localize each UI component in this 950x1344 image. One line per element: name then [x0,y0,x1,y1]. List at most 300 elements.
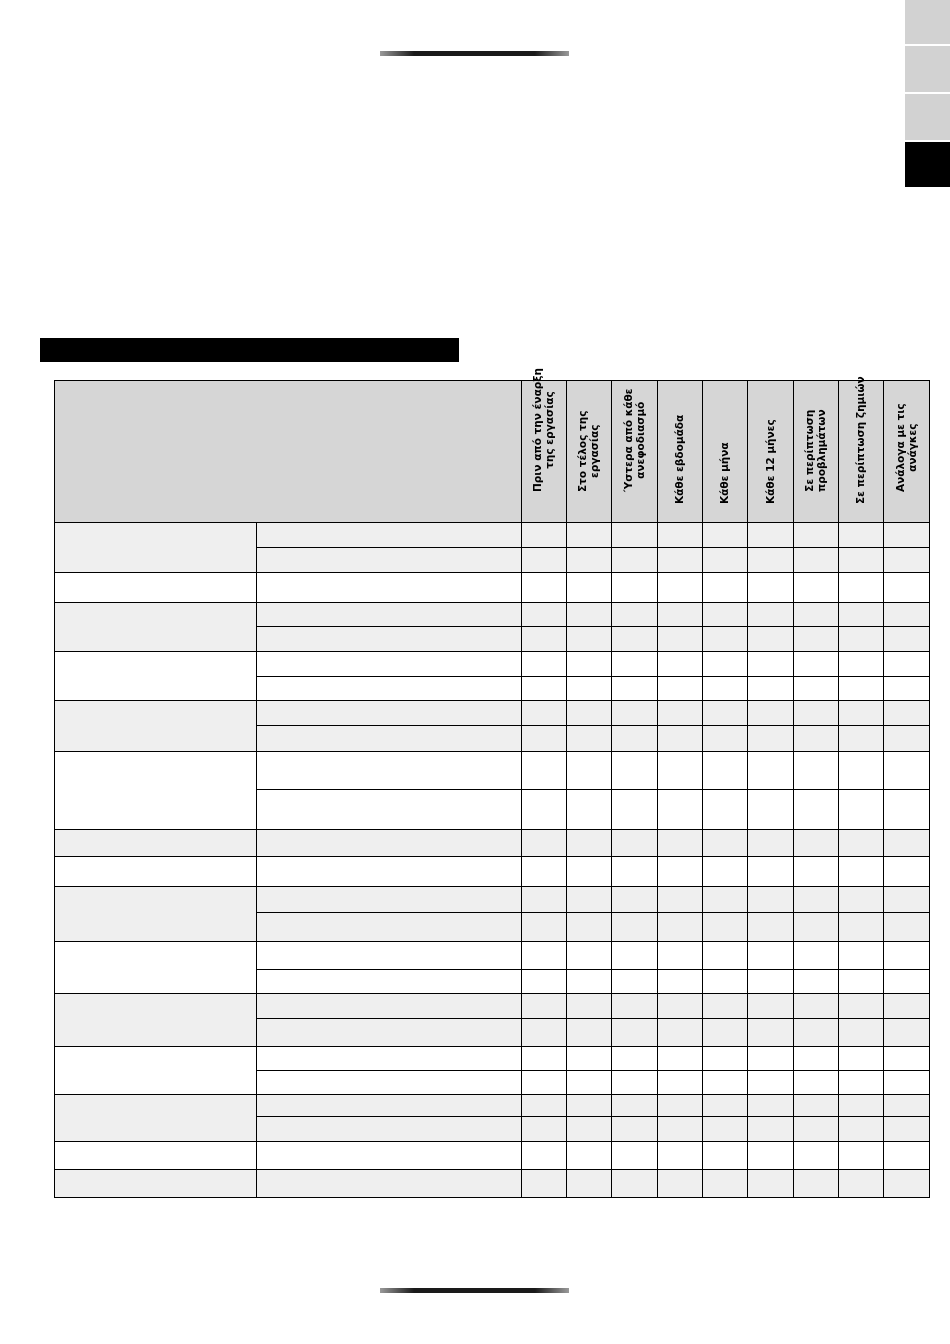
schedule-mark-cell [612,970,658,994]
component-cell [55,701,257,752]
column-header-if-problems: Σε περίπτωση προβλημάτων [794,381,839,523]
schedule-mark-cell [839,1142,884,1170]
component-cell [55,603,257,652]
schedule-mark-cell [612,627,658,652]
schedule-mark-cell [612,573,658,603]
schedule-mark-cell [839,701,884,726]
operation-cell [257,573,522,603]
schedule-mark-cell [522,1117,567,1142]
schedule-mark-cell [748,1047,794,1071]
operation-cell [257,857,522,887]
schedule-mark-cell [658,677,703,701]
schedule-mark-cell [794,857,839,887]
schedule-mark-cell [522,790,567,830]
schedule-mark-cell [748,994,794,1019]
schedule-mark-cell [703,994,748,1019]
schedule-mark-cell [522,913,567,942]
schedule-mark-cell [884,790,930,830]
schedule-mark-cell [839,830,884,857]
operation-cell [257,1019,522,1047]
column-header-as-needed: Ανάλογα με τις ανάγκες [884,381,930,523]
operation-cell [257,887,522,913]
column-header-weekly: Κάθε εβδομάδα [658,381,703,523]
schedule-mark-cell [794,942,839,970]
operation-cell [257,970,522,994]
schedule-mark-cell [884,942,930,970]
schedule-mark-cell [567,1117,612,1142]
schedule-mark-cell [522,1095,567,1117]
operation-cell [257,677,522,701]
operation-cell [257,548,522,573]
component-cell [55,994,257,1047]
schedule-mark-cell [658,627,703,652]
schedule-mark-cell [703,652,748,677]
schedule-mark-cell [839,994,884,1019]
schedule-mark-cell [612,857,658,887]
schedule-mark-cell [658,970,703,994]
schedule-mark-cell [612,790,658,830]
schedule-mark-cell [748,942,794,970]
schedule-mark-cell [567,887,612,913]
operation-cell [257,523,522,548]
schedule-mark-cell [794,523,839,548]
schedule-mark-cell [522,677,567,701]
table-row [55,887,930,913]
column-header-before-start: Πριν από την έναρξη της εργασίας [522,381,567,523]
schedule-mark-cell [748,1142,794,1170]
schedule-mark-cell [567,726,612,752]
schedule-mark-cell [884,830,930,857]
component-cell [55,942,257,994]
column-header-end-of-work: Στο τέλος της εργασίας [567,381,612,523]
schedule-mark-cell [839,627,884,652]
table-row [55,1170,930,1198]
operation-cell [257,994,522,1019]
operation-cell [257,1117,522,1142]
schedule-mark-cell [839,523,884,548]
schedule-mark-cell [884,701,930,726]
schedule-mark-cell [612,1142,658,1170]
schedule-mark-cell [839,1095,884,1117]
schedule-mark-cell [884,1170,930,1198]
schedule-mark-cell [658,790,703,830]
schedule-mark-cell [612,726,658,752]
schedule-mark-cell [703,523,748,548]
section-heading-bar [40,338,459,362]
operation-cell [257,701,522,726]
schedule-mark-cell [884,726,930,752]
schedule-mark-cell [658,1095,703,1117]
schedule-mark-cell [884,1071,930,1095]
schedule-mark-cell [522,726,567,752]
schedule-mark-cell [884,887,930,913]
schedule-mark-cell [839,942,884,970]
schedule-mark-cell [884,970,930,994]
schedule-mark-cell [884,752,930,790]
operation-cell [257,652,522,677]
schedule-mark-cell [839,1170,884,1198]
schedule-mark-cell [884,1142,930,1170]
schedule-mark-cell [748,1071,794,1095]
operation-cell [257,1142,522,1170]
table-row [55,652,930,677]
side-tab-3[interactable] [905,94,950,140]
schedule-mark-cell [567,970,612,994]
schedule-mark-cell [703,726,748,752]
operation-cell [257,1071,522,1095]
table-header-row [55,381,930,523]
schedule-mark-cell [612,942,658,970]
side-tab-2[interactable] [905,46,950,92]
schedule-mark-cell [703,1170,748,1198]
operation-cell [257,1095,522,1117]
schedule-mark-cell [522,830,567,857]
table-row [55,573,930,603]
schedule-mark-cell [748,752,794,790]
schedule-mark-cell [839,1071,884,1095]
schedule-mark-cell [612,1071,658,1095]
schedule-mark-cell [658,942,703,970]
schedule-mark-cell [884,1095,930,1117]
component-cell [55,573,257,603]
schedule-mark-cell [522,887,567,913]
schedule-mark-cell [794,830,839,857]
schedule-mark-cell [839,887,884,913]
schedule-mark-cell [884,1117,930,1142]
schedule-mark-cell [612,887,658,913]
schedule-mark-cell [612,752,658,790]
schedule-mark-cell [658,701,703,726]
schedule-mark-cell [612,913,658,942]
schedule-mark-cell [884,603,930,627]
schedule-mark-cell [748,603,794,627]
schedule-mark-cell [794,887,839,913]
column-header-after-refuel: Ύστερα από κάθε ανεφοδιασμό [612,381,658,523]
schedule-mark-cell [658,913,703,942]
schedule-mark-cell [703,913,748,942]
schedule-mark-cell [567,603,612,627]
schedule-mark-cell [612,603,658,627]
operation-cell [257,1047,522,1071]
column-header-every-12-months: Κάθε 12 μήνες [748,381,794,523]
operation-cell [257,1170,522,1198]
component-cell [55,1142,257,1170]
schedule-mark-cell [703,970,748,994]
schedule-mark-cell [567,830,612,857]
schedule-mark-cell [794,994,839,1019]
schedule-mark-cell [748,701,794,726]
table-row [55,830,930,857]
schedule-mark-cell [703,573,748,603]
schedule-mark-cell [522,994,567,1019]
schedule-mark-cell [567,994,612,1019]
schedule-mark-cell [567,1071,612,1095]
schedule-mark-cell [612,677,658,701]
schedule-mark-cell [884,652,930,677]
schedule-mark-cell [703,548,748,573]
schedule-mark-cell [567,652,612,677]
schedule-mark-cell [748,857,794,887]
component-cell [55,1047,257,1095]
schedule-mark-cell [794,677,839,701]
schedule-mark-cell [703,1071,748,1095]
schedule-mark-cell [612,1117,658,1142]
schedule-mark-cell [522,603,567,627]
schedule-mark-cell [612,523,658,548]
table-row [55,523,930,548]
schedule-mark-cell [839,677,884,701]
schedule-mark-cell [567,1095,612,1117]
schedule-mark-cell [612,1170,658,1198]
schedule-mark-cell [567,548,612,573]
schedule-mark-cell [794,1170,839,1198]
schedule-mark-cell [884,677,930,701]
schedule-mark-cell [703,1095,748,1117]
schedule-mark-cell [884,627,930,652]
schedule-mark-cell [794,970,839,994]
schedule-mark-cell [567,790,612,830]
schedule-mark-cell [522,548,567,573]
schedule-mark-cell [703,1142,748,1170]
schedule-mark-cell [567,677,612,701]
schedule-mark-cell [522,1170,567,1198]
schedule-mark-cell [703,887,748,913]
schedule-mark-cell [567,701,612,726]
schedule-mark-cell [703,752,748,790]
schedule-mark-cell [703,677,748,701]
schedule-mark-cell [884,573,930,603]
schedule-mark-cell [522,857,567,887]
schedule-mark-cell [794,1047,839,1071]
column-header-monthly: Κάθε μήνα [703,381,748,523]
schedule-mark-cell [748,1170,794,1198]
schedule-mark-cell [748,1117,794,1142]
schedule-mark-cell [703,1047,748,1071]
schedule-mark-cell [748,652,794,677]
schedule-mark-cell [703,1019,748,1047]
schedule-mark-cell [567,857,612,887]
schedule-mark-cell [658,887,703,913]
schedule-mark-cell [884,913,930,942]
schedule-mark-cell [884,548,930,573]
maintenance-schedule-table [54,368,930,1198]
schedule-mark-cell [748,913,794,942]
header-corner-cell [55,381,522,523]
operation-cell [257,830,522,857]
table-row [55,942,930,970]
schedule-mark-cell [839,913,884,942]
schedule-mark-cell [567,752,612,790]
schedule-mark-cell [703,627,748,652]
schedule-mark-cell [658,548,703,573]
component-cell [55,830,257,857]
schedule-mark-cell [522,652,567,677]
schedule-mark-cell [839,1019,884,1047]
schedule-mark-cell [794,726,839,752]
schedule-mark-cell [794,913,839,942]
schedule-mark-cell [567,1170,612,1198]
side-tab-1[interactable] [905,0,950,44]
schedule-mark-cell [612,1047,658,1071]
schedule-mark-cell [658,1117,703,1142]
component-cell [55,1095,257,1142]
component-cell [55,887,257,942]
schedule-mark-cell [748,677,794,701]
schedule-mark-cell [839,790,884,830]
schedule-mark-cell [522,970,567,994]
schedule-mark-cell [884,857,930,887]
operation-cell [257,913,522,942]
schedule-mark-cell [748,1095,794,1117]
table-row [55,857,930,887]
operation-cell [257,603,522,627]
schedule-mark-cell [794,1095,839,1117]
schedule-mark-cell [794,1142,839,1170]
schedule-mark-cell [703,1117,748,1142]
schedule-mark-cell [522,1047,567,1071]
schedule-mark-cell [748,548,794,573]
schedule-mark-cell [794,627,839,652]
schedule-mark-cell [884,1019,930,1047]
schedule-mark-cell [567,942,612,970]
schedule-mark-cell [658,603,703,627]
schedule-mark-cell [567,1047,612,1071]
schedule-mark-cell [839,548,884,573]
schedule-mark-cell [839,652,884,677]
column-header-if-damage: Σε περίπτωση ζημιών [839,381,884,523]
schedule-mark-cell [748,970,794,994]
schedule-mark-cell [658,1170,703,1198]
schedule-mark-cell [703,857,748,887]
component-cell [55,752,257,830]
component-cell [55,652,257,701]
schedule-mark-cell [522,1071,567,1095]
table-row [55,1142,930,1170]
schedule-mark-cell [884,523,930,548]
schedule-mark-cell [794,752,839,790]
schedule-mark-cell [522,523,567,548]
schedule-mark-cell [839,573,884,603]
schedule-mark-cell [703,701,748,726]
schedule-mark-cell [794,652,839,677]
schedule-mark-cell [567,1142,612,1170]
schedule-mark-cell [839,1117,884,1142]
component-cell [55,1170,257,1198]
schedule-mark-cell [522,752,567,790]
schedule-mark-cell [612,548,658,573]
operation-cell [257,790,522,830]
schedule-mark-cell [658,1047,703,1071]
schedule-mark-cell [658,1142,703,1170]
schedule-mark-cell [794,573,839,603]
schedule-mark-cell [567,913,612,942]
schedule-mark-cell [612,1095,658,1117]
operation-cell [257,752,522,790]
schedule-mark-cell [839,857,884,887]
table-row [55,994,930,1019]
schedule-mark-cell [567,1019,612,1047]
schedule-mark-cell [612,652,658,677]
schedule-mark-cell [748,726,794,752]
operation-cell [257,726,522,752]
schedule-mark-cell [522,627,567,652]
schedule-mark-cell [839,603,884,627]
table-row [55,1047,930,1071]
schedule-mark-cell [522,573,567,603]
schedule-mark-cell [839,1047,884,1071]
top-decorative-rule [380,51,569,56]
component-cell [55,857,257,887]
table-row [55,752,930,790]
schedule-mark-cell [658,523,703,548]
schedule-mark-cell [658,652,703,677]
schedule-mark-cell [567,627,612,652]
schedule-mark-cell [794,1019,839,1047]
schedule-mark-cell [612,994,658,1019]
schedule-mark-cell [658,573,703,603]
schedule-mark-cell [794,1071,839,1095]
schedule-mark-cell [748,887,794,913]
bottom-decorative-rule [380,1288,569,1293]
schedule-mark-cell [794,603,839,627]
schedule-mark-cell [748,573,794,603]
schedule-mark-cell [703,603,748,627]
schedule-mark-cell [658,1019,703,1047]
side-tab-4-active[interactable] [905,142,950,187]
schedule-mark-cell [567,573,612,603]
schedule-mark-cell [839,726,884,752]
schedule-mark-cell [658,1071,703,1095]
table-row [55,1095,930,1117]
schedule-mark-cell [522,942,567,970]
table-row [55,701,930,726]
schedule-mark-cell [658,830,703,857]
schedule-mark-cell [794,790,839,830]
schedule-mark-cell [703,942,748,970]
schedule-mark-cell [703,790,748,830]
schedule-mark-cell [522,1019,567,1047]
table-body [55,523,930,1198]
component-cell [55,523,257,573]
schedule-mark-cell [612,701,658,726]
schedule-mark-cell [522,701,567,726]
table-row [55,603,930,627]
schedule-mark-cell [794,1117,839,1142]
operation-cell [257,627,522,652]
schedule-mark-cell [748,790,794,830]
schedule-mark-cell [748,523,794,548]
schedule-mark-cell [703,830,748,857]
schedule-mark-cell [748,1019,794,1047]
schedule-mark-cell [884,994,930,1019]
schedule-mark-cell [884,1047,930,1071]
schedule-mark-cell [748,627,794,652]
schedule-mark-cell [748,830,794,857]
schedule-mark-cell [794,701,839,726]
schedule-mark-cell [522,1142,567,1170]
operation-cell [257,942,522,970]
schedule-mark-cell [658,994,703,1019]
schedule-mark-cell [567,523,612,548]
schedule-mark-cell [658,752,703,790]
schedule-mark-cell [658,726,703,752]
schedule-mark-cell [839,970,884,994]
schedule-mark-cell [839,752,884,790]
schedule-mark-cell [794,548,839,573]
schedule-mark-cell [658,857,703,887]
schedule-mark-cell [612,830,658,857]
schedule-mark-cell [612,1019,658,1047]
